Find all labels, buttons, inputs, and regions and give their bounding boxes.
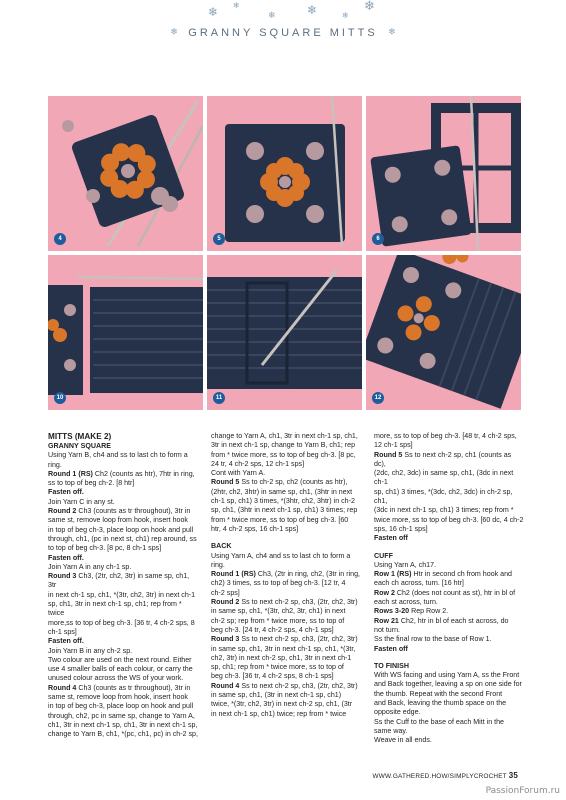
instruction-line: Ss the Cuff to the base of each Mitt in the [374, 717, 504, 726]
round-label: Round 1 (RS) [211, 570, 256, 579]
instruction-line: Using Yarn A, ch17. [374, 560, 437, 569]
subheading: Fasten off. [48, 553, 84, 562]
snowflake-icon: ❄ [364, 0, 375, 14]
instruction-line: each ch across, turn. [16 htr] [374, 579, 464, 588]
instruction-line: Round 1 (RS) Ch2 (counts as htr), 7htr in ring, [48, 469, 195, 478]
cuff-photo [207, 255, 362, 410]
page-footer [373, 771, 518, 780]
subheading: CUFF [374, 551, 393, 560]
step-number-badge: 5 [213, 233, 225, 245]
instruction-line: Rows 3-20 Rep Row 2. [374, 607, 449, 616]
instruction-line: (2dc, ch2, 3dc) in same sp, ch1, (3dc in next ch-1 [374, 469, 514, 487]
round-label: Row 2 [374, 588, 395, 597]
instruction-line: Round 5 Ss to ch-2 sp, ch2 (counts as htr), [211, 478, 348, 487]
instruction-line: With WS facing and using Yarn A, ss the Front [374, 671, 520, 680]
instruction-line: sp, ch1, 3tr in next ch-1 sp, ch1; rep from * twice [48, 600, 182, 618]
round-label: Round 4 [48, 683, 77, 692]
instruction-line: in top of beg ch-3, place loop on hook and pull [48, 702, 194, 711]
instruction-line: 12 ch-1 sps] [374, 441, 413, 450]
subheading: Fasten off [374, 534, 408, 543]
footer-url[interactable]: WWW.GATHERED.HOW/SIMPLYCROCHET [372, 773, 507, 780]
page-number: 35 [508, 771, 518, 780]
instruction-line: Join Yarn A in any ch-1 sp. [48, 562, 132, 571]
instruction-line: in next ch-1 sp, ch1, *(3tr, ch2, 3tr) in next ch-1 [48, 590, 196, 599]
step-photo [366, 96, 521, 251]
instruction-line: change to Yarn B, ch1, *(pc, ch1, pc) in ch-2 sp, [48, 730, 198, 739]
instruction-line: Round 3 Ch3, (2tr, ch2, 3tr) in same sp, ch1, 3tr [48, 572, 190, 590]
instruction-line: ch1, 3tr in next ch-1 sp, ch1, 3tr in next ch-1 sp, [48, 720, 198, 729]
instruction-line: more,ss to top of beg ch-3. [36 tr, 4 ch-2 sps, 8 [48, 618, 195, 627]
instruction-line: ch2, 3tr) in next ch-2 sp, ch1, 3tr in next ch-1 [211, 653, 352, 662]
instruction-line: and Back together, leaving a sp on one side for [374, 680, 522, 689]
instruction-line: Join Yarn C in any st. [48, 497, 115, 506]
round-label: Round 4 [211, 681, 240, 690]
instruction-line: 3tr in next ch-1 sp, change to Yarn B, ch1; rep [211, 441, 356, 450]
round-label: Round 1 (RS) [48, 469, 93, 478]
instruction-line: twice, *(3tr, ch2, 3tr) in next ch-2 sp, ch1, (3tr [211, 700, 353, 709]
instruction-line: each st across, turn. [374, 598, 438, 607]
instruction-line: in next ch-1 sp, ch1) twice; rep from * twice [211, 709, 347, 718]
subheading: TO FINISH [374, 661, 409, 670]
instruction-line: unused colour across the WS of your work. [48, 674, 184, 683]
instruction-line: ch-1 sp, ch1) 3 times, *(3htr, ch2, 3htr) in ch-2 [211, 497, 355, 506]
mitt-photo [366, 255, 521, 410]
instruction-line: ss to top of beg ch-2. [8 htr] [48, 479, 135, 488]
granny-square-photo [207, 96, 362, 251]
instruction-line: Row 2 Ch2 (does not count as st), htr in bl of [374, 588, 516, 597]
granny-square-photo [48, 96, 203, 251]
snowflake-icon: ❄ [233, 1, 240, 10]
spacer [211, 534, 361, 542]
subheading: BACK [211, 542, 232, 551]
instruction-line: from * twice more, ss to top of beg ch-3. [60 [211, 515, 349, 524]
round-label: Round 3 [211, 635, 240, 644]
instruction-line: in same sp, ch1, (3tr in next ch-1 sp, ch1) [211, 691, 342, 700]
subheading: Fasten off. [48, 637, 84, 646]
instruction-line: (2htr, ch2, 3htr) in same sp, ch1, (3htr in next [211, 487, 353, 496]
instruction-line: ch2) 3 times, ss to top of beg ch-3. [12 tr, 4 [211, 579, 346, 588]
instruction-line: Round 2 Ch3 (counts as tr throughout), 3tr in [48, 507, 191, 516]
round-label: Row 21 [374, 616, 399, 625]
subheading: GRANNY SQUARE [48, 442, 111, 450]
spacer [374, 654, 524, 662]
snowflake-icon: ❄ [342, 11, 349, 20]
instruction-line: Round 4 Ch3 (counts as tr throughout), 3tr in [48, 683, 191, 692]
instruction-line: use 4 smaller balls of each colour, or carry the [48, 665, 193, 674]
pattern-instructions [48, 432, 524, 764]
step-number-badge: 10 [54, 392, 66, 404]
instruction-line: more, ss to top of beg ch-3. [48 tr, 4 ch-2 sps, [374, 432, 517, 440]
round-label: Round 2 [211, 598, 240, 607]
column-3 [374, 432, 524, 746]
instruction-line: sp, ch1; rep from * twice more, ss to top of [211, 663, 344, 672]
instruction-line: the thumb. Repeat with the second Front [374, 689, 503, 698]
instruction-line: ch-1 sps] [48, 627, 77, 636]
instruction-line: ring. [48, 460, 62, 469]
instruction-line: Round 2 Ss to next ch-2 sp, ch3, (2tr, ch2, 3tr) [211, 598, 358, 607]
instruction-line: ch-2 sps] [211, 588, 240, 597]
instruction-line: htr, 4 ch-2 sps, 16 ch-1 sps] [211, 524, 299, 533]
cuff-photo [48, 255, 203, 410]
photo-grid [48, 96, 518, 408]
round-label: Rows 3-20 [374, 607, 410, 616]
snowflake-icon: ❄ [388, 27, 396, 38]
instruction-line: sps, 16 ch-1 sps] [374, 524, 428, 533]
subheading: Fasten off. [48, 488, 84, 497]
granny-square-photo [366, 96, 521, 251]
instruction-line: in top of beg ch-3, place loop on hook and pull [48, 525, 194, 534]
step-number-badge: 4 [54, 233, 66, 245]
watermark: PassionForum.ru [485, 786, 560, 796]
instruction-line: same st, remove loop from hook, insert hook [48, 516, 188, 525]
step-number-badge: 12 [372, 392, 384, 404]
instruction-line: Using Yarn A, ch4 and ss to last ch to form a [211, 551, 351, 560]
round-label: Round 5 [374, 450, 403, 459]
instruction-line: in same sp, ch1, 3tr in next ch-1 sp, ch1, *(3tr, [211, 644, 356, 653]
instruction-line: Round 1 (RS) Ch3, (2tr in ring, ch2, (3tr in ring, [211, 570, 361, 579]
instruction-line: same st, remove loop from hook, insert hook [48, 693, 188, 702]
step-number-badge: 11 [213, 392, 225, 404]
instruction-line: Row 1 (RS) Htr in second ch from hook and [374, 570, 512, 579]
round-label: Round 5 [211, 478, 240, 487]
snowflake-icon: ❄ [307, 3, 318, 17]
step-photo [48, 255, 203, 410]
step-photo [48, 96, 203, 251]
instruction-line: Round 3 Ss to next ch-2 sp, ch3, (2tr, ch2, 3tr) [211, 635, 358, 644]
instruction-line: Two colour are used on the next round. Either [48, 655, 192, 664]
instruction-line: Ss the final row to the base of Row 1. [374, 635, 492, 644]
instruction-line: twice more, ss to top of beg ch-3. [60 dc, 4 ch-2 [374, 515, 524, 524]
round-label: Round 3 [48, 572, 77, 581]
instruction-line: Round 4 Ss to next ch-2 sp, ch3, (2tr, ch2, 3tr) [211, 681, 358, 690]
snowflake-icon: ❄ [208, 5, 219, 19]
instruction-line: beg ch-3. [24 tr, 4 ch-2 sps, 4 ch-1 sps] [211, 625, 334, 634]
instruction-line: Cont with Yarn A. [211, 469, 266, 478]
instruction-line: to top of beg ch-3. [8 pc, 8 ch-1 sps] [48, 544, 162, 553]
instruction-line: through, ch2, pc in same sp, change to Yarn A, [48, 711, 195, 720]
instruction-line: not turn. [374, 625, 401, 634]
instruction-line: and Back, leaving the thumb space on the [374, 699, 507, 708]
instruction-line: ring. [211, 560, 225, 569]
title-row [0, 24, 566, 42]
snowflake-icon: ❄ [170, 27, 178, 38]
subheading: Fasten off [374, 644, 408, 653]
instruction-line: Round 5 Ss to next ch-2 sp, ch1 (counts as dc), [374, 450, 512, 468]
instruction-line: Join Yarn B in any ch-2 sp. [48, 646, 133, 655]
column-1 [48, 432, 198, 740]
instruction-line: (3dc in next ch-1 sp, ch1) 3 times; rep from * [374, 506, 514, 515]
page-title: GRANNY SQUARE MITTS [188, 26, 378, 39]
step-photo [207, 96, 362, 251]
instruction-line: sp, ch1, (3htr in next ch-1 sp, ch1) 3 times; rep [211, 506, 358, 515]
instruction-line: change to Yarn A, ch1, 3tr in next ch-1 sp, ch1, [211, 432, 358, 440]
snowflake-icon: ❄ [268, 11, 276, 21]
step-number-badge: 6 [372, 233, 384, 245]
instruction-line: ch-2 sp; rep from * twice more, ss to top of [211, 616, 345, 625]
step-photo [207, 255, 362, 410]
instruction-line: sp, ch1) 3 times, *(3dc, ch2, 3dc) in ch-2 sp, ch1, [374, 487, 513, 506]
instruction-line: Row 21 Ch2, htr in bl of each st across, do [374, 616, 509, 625]
section-heading: MITTS (MAKE 2) [48, 432, 112, 441]
instruction-line: 24 tr, 4 ch-2 sps, 12 ch-1 sps] [211, 459, 305, 468]
round-label: Round 2 [48, 507, 77, 516]
instruction-line: in same sp, ch1, *(3tr, ch2, 3tr, ch1) in next [211, 607, 346, 616]
step-photo [366, 255, 521, 410]
column-2 [211, 432, 361, 719]
instruction-line: opposite edge. [374, 708, 421, 717]
instruction-line: same way. [374, 726, 408, 735]
instruction-line: through, ch1, (pc in next st, ch1) rep around, ss [48, 534, 197, 543]
instruction-line: beg ch-3. [36 tr, 4 ch-2 sps, 8 ch-1 sps] [211, 672, 334, 681]
spacer [374, 544, 524, 552]
instruction-line: from * twice more, ss to top of beg ch-3. [8 pc, [211, 450, 356, 459]
round-label: Row 1 (RS) [374, 570, 412, 579]
instruction-line: Weave in all ends. [374, 736, 432, 745]
instruction-line: Using Yarn B, ch4 and ss to last ch to form a [48, 451, 188, 460]
